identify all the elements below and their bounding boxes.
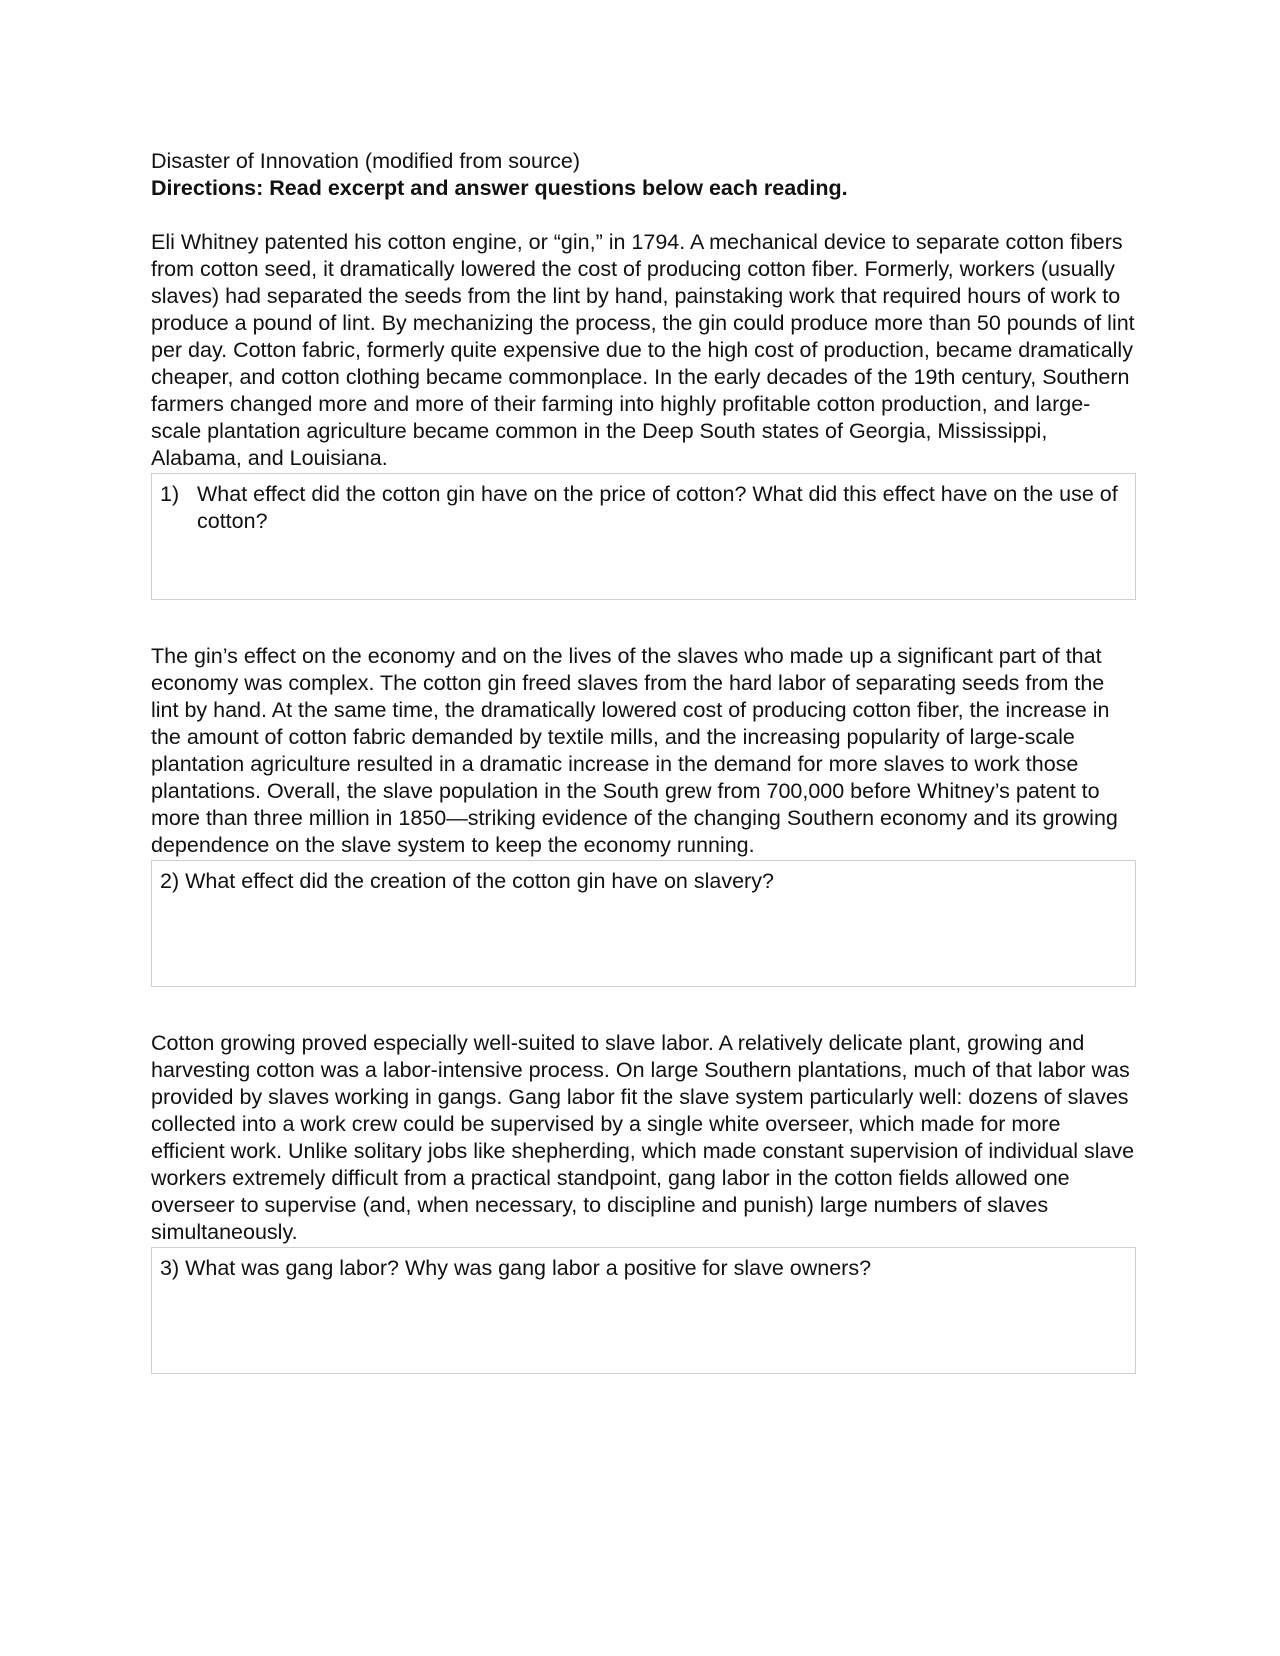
question-1	[160, 481, 1127, 535]
blank-line	[151, 202, 1136, 229]
worksheet-content	[151, 148, 1136, 1374]
answer-box-1[interactable]	[151, 473, 1136, 600]
directions-text: Directions: Read excerpt and answer questions below each reading.	[151, 176, 848, 200]
answer-box-3[interactable]	[151, 1247, 1136, 1374]
section-gap	[151, 987, 1136, 1030]
question-text-2: 2) What effect did the creation of the cotton gin have on slavery?	[160, 869, 774, 893]
section-gap	[151, 600, 1136, 643]
reading-paragraph-1: Eli Whitney patented his cotton engine, or “gin,” in 1794. A mechanical device to separate cotton fibers from cotton seed, it dramatically lowered the cost of producing cotton fiber. Formerly, workers (usually slaves) had separated the seeds from the lint by hand, painstaking work that required hours of work to produce a pound of lint. By mechanizing the process, the gin could produce more than 50 pounds of lint per day. Cotton fabric, formerly quite expensive due to the high cost of production, became dramatically cheaper, and cotton clothing became commonplace. In the early decades of the 19th century, Southern farmers changed more and more of their farming into highly profitable cotton production, and large-scale plantation agriculture became common in the Deep South states of Georgia, Mississippi, Alabama, and Louisiana.	[151, 230, 1135, 470]
question-text-3: 3) What was gang labor? Why was gang labor a positive for slave owners?	[160, 1256, 872, 1280]
answer-box-2[interactable]	[151, 860, 1136, 987]
reading-paragraph-2: The gin’s effect on the economy and on the lives of the slaves who made up a significant part of that economy was complex. The cotton gin freed slaves from the hard labor of separating seeds from the lint by hand. At the same time, the dramatically lowered cost of producing cotton fiber, the increase in the amount of cotton fabric demanded by textile mills, and the increasing popularity of large-scale plantation agriculture resulted in a dramatic increase in the demand for more slaves to work those plantations. Overall, the slave population in the South grew from 700,000 before Whitney’s patent to more than three million in 1850—striking evidence of the changing Southern economy and its growing dependence on the slave system to keep the economy running.	[151, 644, 1118, 857]
worksheet-title: Disaster of Innovation (modified from source)	[151, 149, 580, 173]
question-text-1: What effect did the cotton gin have on the price of cotton? What did this effect have on the use of cotton?	[197, 482, 1118, 533]
question-number-1: 1)	[160, 482, 180, 506]
reading-paragraph-3: Cotton growing proved especially well-suited to slave labor. A relatively delicate plant, growing and harvesting cotton was a labor-intensive process. On large Southern plantations, much of that labor was provided by slaves working in gangs. Gang labor fit the slave system particularly well: dozens of slaves collected into a work crew could be supervised by a single white overseer, which made for more efficient work. Unlike solitary jobs like shepherding, which made constant supervision of individual slave workers extremely difficult from a practical standpoint, gang labor in the cotton fields allowed one overseer to supervise (and, when necessary, to discipline and punish) large numbers of slaves simultaneously.	[151, 1031, 1135, 1244]
